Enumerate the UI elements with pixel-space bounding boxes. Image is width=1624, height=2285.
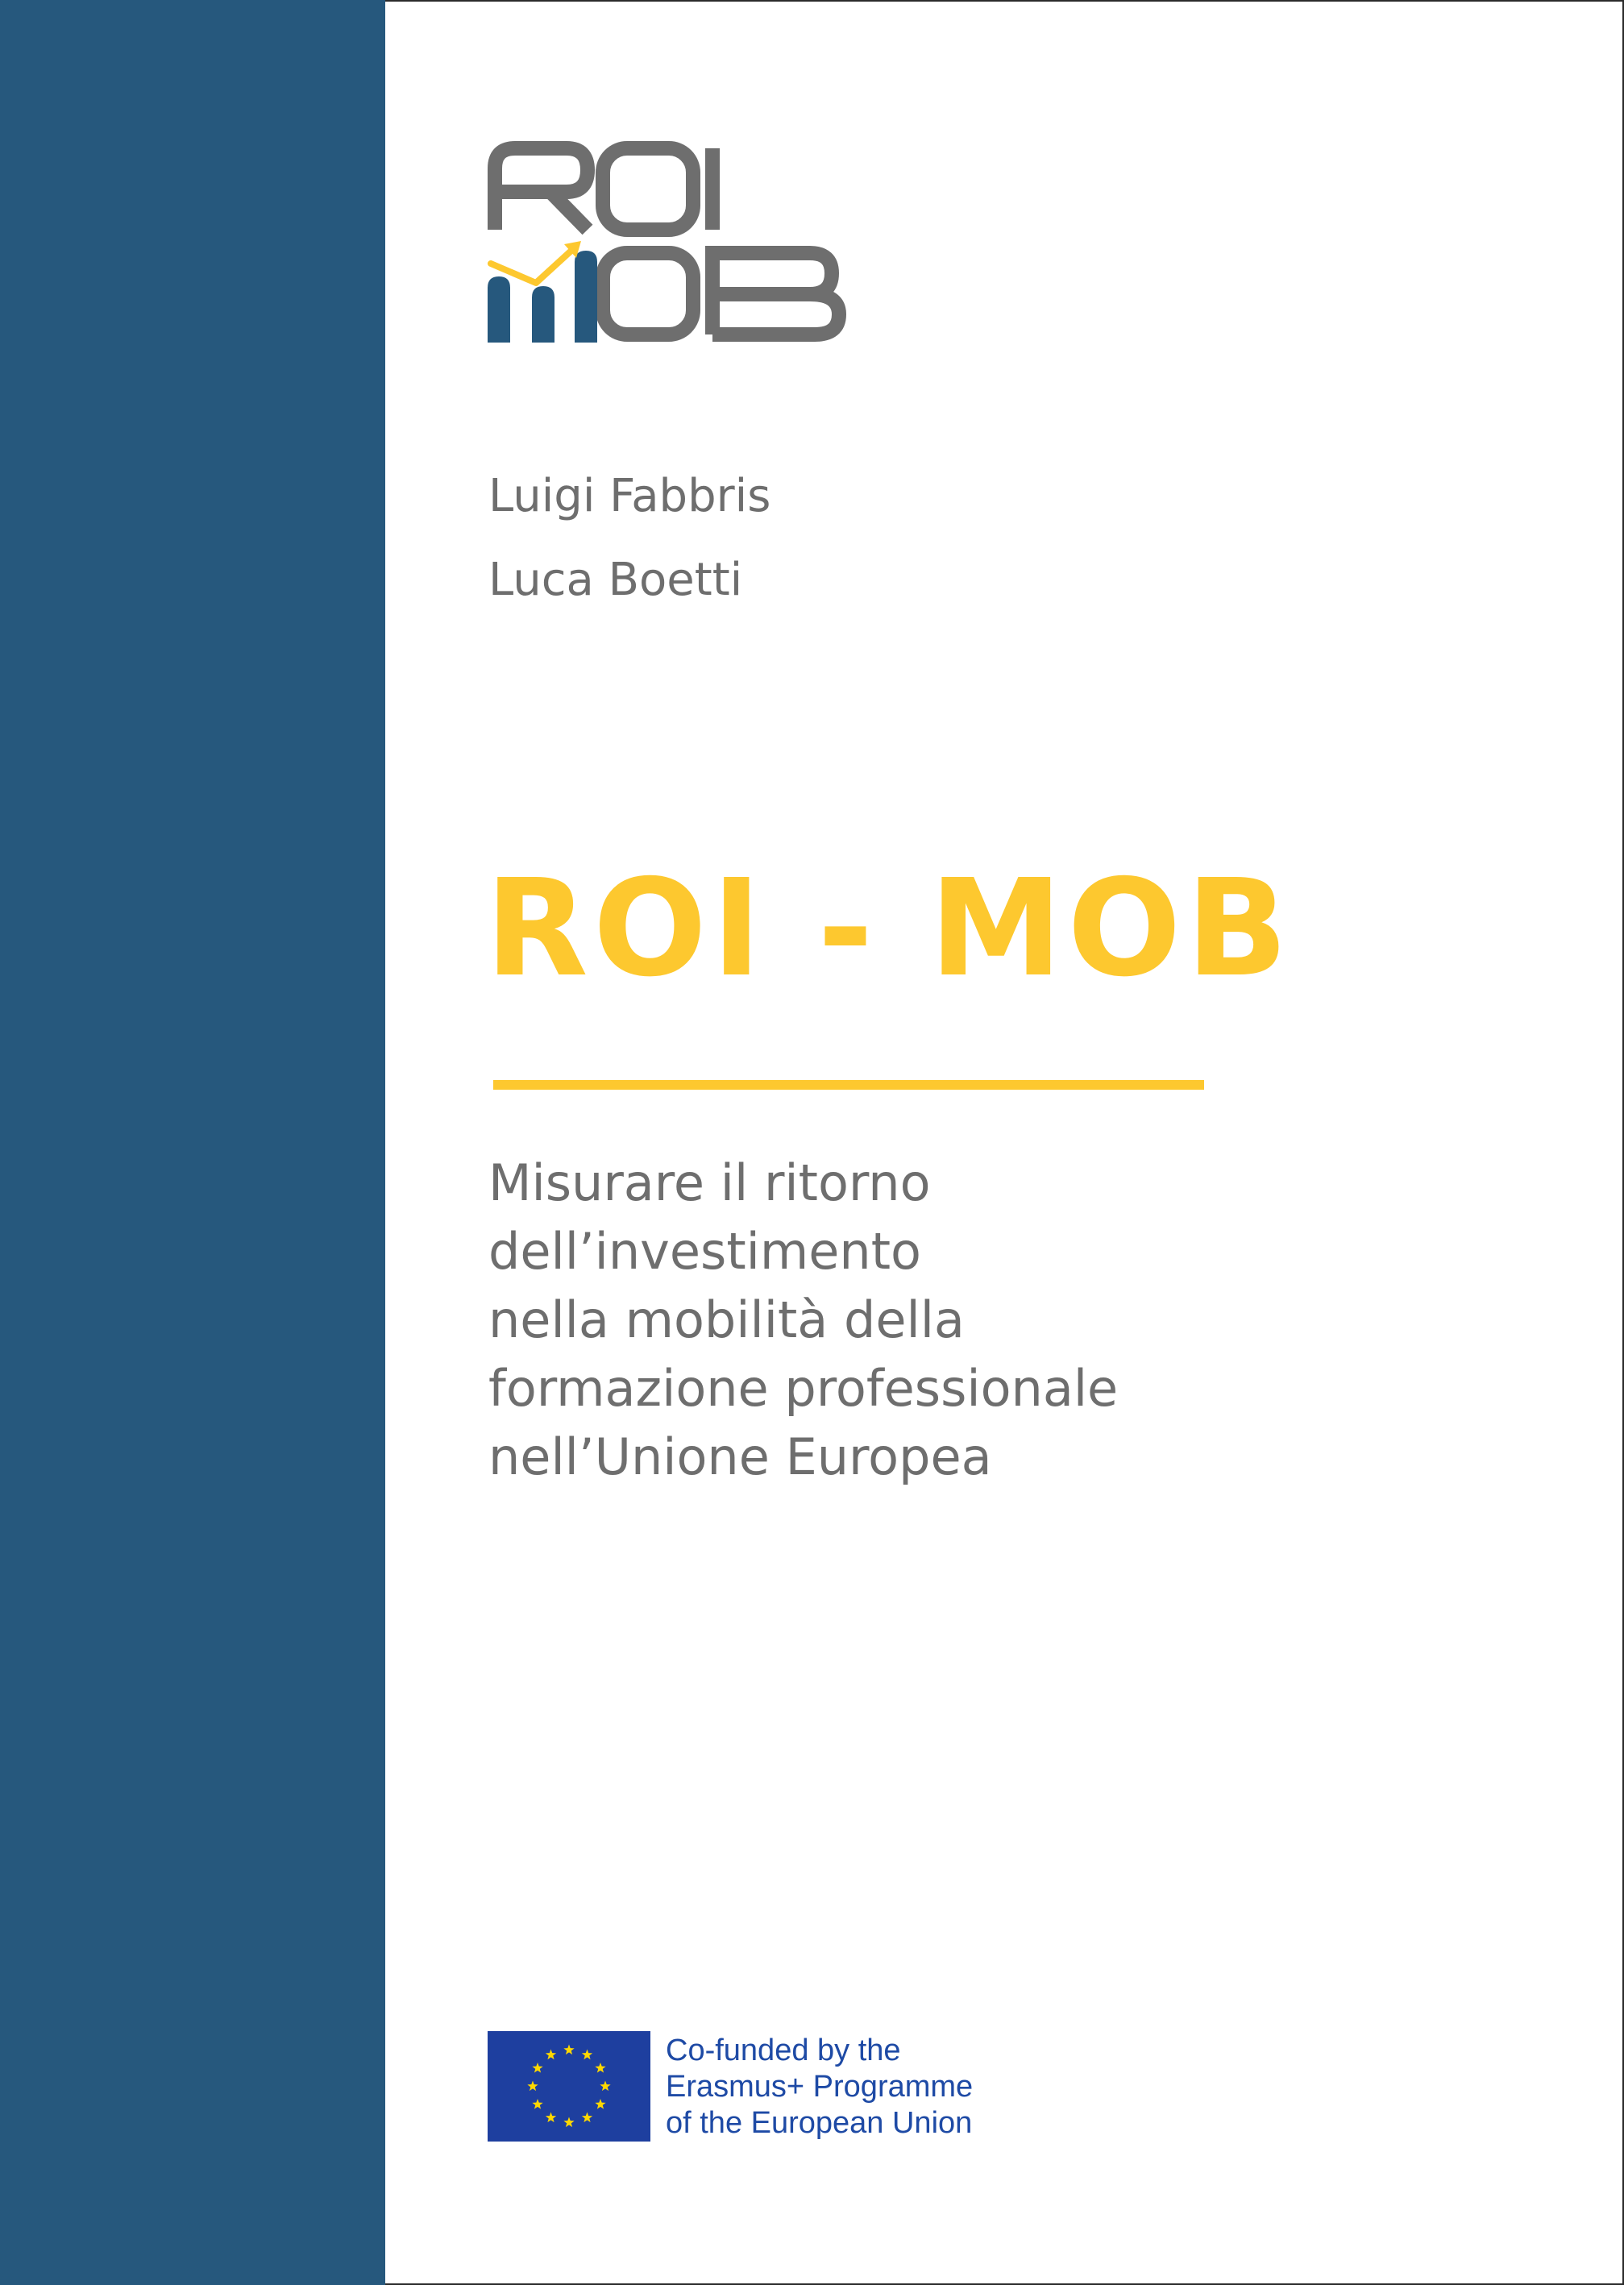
subtitle-line: nell’Unione Europea <box>488 1427 992 1486</box>
subtitle-line: dell’investimento <box>488 1222 921 1281</box>
eu-text-line: Co-funded by the <box>666 2034 901 2067</box>
title-divider <box>493 1080 1204 1090</box>
subtitle-line: Misurare il ritorno <box>488 1153 931 1212</box>
eu-text-line: Erasmus+ Programme <box>666 2070 974 2104</box>
author-name: Luca Boetti <box>488 554 743 606</box>
subtitle-line: formazione professionale <box>488 1359 1119 1418</box>
sidebar-band <box>0 0 385 2285</box>
roi-mob-logo <box>488 141 850 343</box>
author-name: Luigi Fabbris <box>488 470 771 522</box>
eu-text-line: of the European Union <box>666 2106 973 2140</box>
eu-cofunding-statement <box>666 2033 973 2142</box>
book-subtitle <box>488 1149 1375 1491</box>
book-title: ROI - MOB <box>485 851 1294 1007</box>
eu-flag-icon <box>488 2031 650 2142</box>
subtitle-line: nella mobilità della <box>488 1290 965 1349</box>
